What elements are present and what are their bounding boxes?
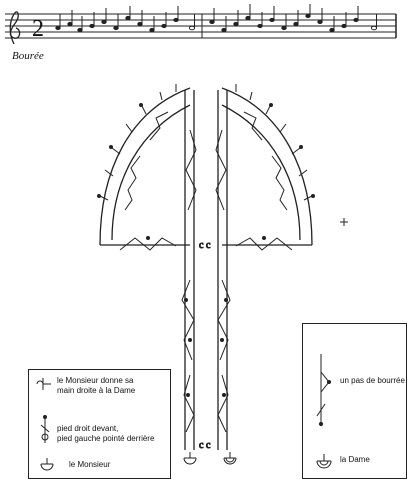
legend-text-pas-de-bourree: un pas de bourrée [340, 376, 405, 385]
legend-text-foot-1: pied droit devant, [57, 424, 119, 433]
foot-step-icon [41, 415, 49, 443]
svg-text:c c: c c [199, 440, 211, 451]
pas-de-bourree-icon [317, 354, 331, 426]
legend-text-monsieur-hand-1: le Monsieur donne sa [57, 376, 134, 385]
music-notes [56, 4, 377, 38]
monsieur-symbol-icon [41, 458, 53, 470]
dance-title: Bourée [12, 50, 44, 62]
dame-symbol-icon [317, 454, 331, 468]
legend-left [28, 369, 171, 479]
legend-right [302, 323, 407, 479]
legend-text-dame: la Dame [340, 455, 370, 464]
monsieur-marker-icon [184, 458, 196, 464]
treble-clef-icon [10, 12, 19, 44]
legend-text-monsieur-hand-2: main droite à la Dame [57, 386, 136, 395]
legend-text-foot-2: pied gauche pointé derrière [57, 434, 155, 443]
time-signature: 2 [32, 16, 44, 42]
svg-text:c c: c c [199, 240, 211, 251]
hand-give-icon [37, 378, 51, 390]
legend-text-monsieur: le Monsieur [69, 460, 111, 469]
